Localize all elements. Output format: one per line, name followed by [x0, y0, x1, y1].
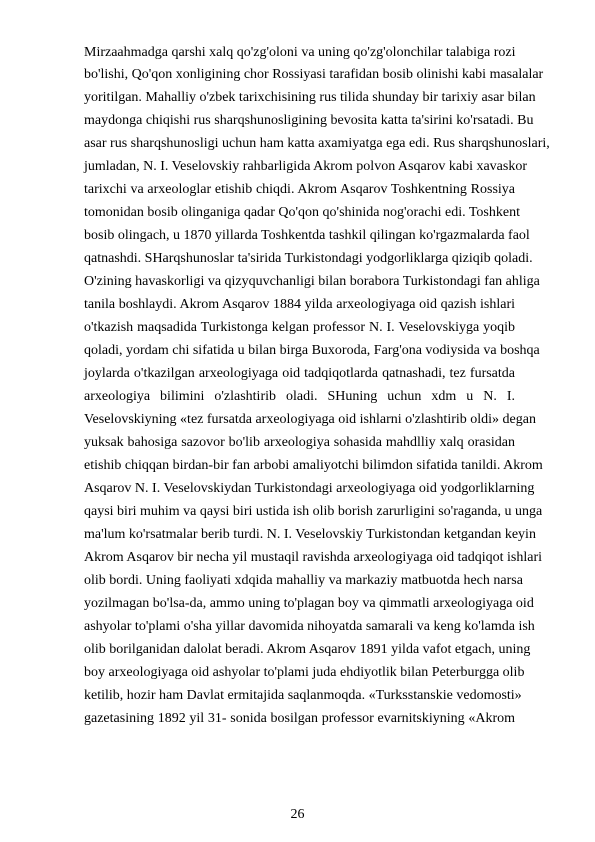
text-line: jumladan, N. I. Veselovskiy rahbarligida Akrom polvon Asqarov kabi xavaskor	[84, 159, 527, 174]
text-line: Akrom Asqarov bir necha yil mustaqil ravishda arxeologiyaga oid tadqiqot ishlari	[84, 550, 543, 565]
text-line: tarixchi va arxeologlar etishib chiqdi. Akrom Asqarov Toshkentning Rossiya	[84, 182, 515, 197]
page-number: 26	[290, 807, 305, 822]
text-line: tomonidan bosib olinganiga qadar Qo'qon qo'shinida nog'orachi edi. Toshkent	[84, 205, 520, 220]
text-line: maydonga chiqishi rus sharqshunosligining bevosita katta ta'sirini ko'rsatadi. Bu	[84, 113, 534, 128]
text-line: etishib chiqqan birdan-bir fan arbobi amaliyotchi bilimdon sifatida tanildi. Akrom	[84, 458, 543, 473]
text-line: yozilmagan bo'lsa-da, ammo uning to'plagan boy va qimmatli arxeologiyaga oid	[84, 596, 534, 611]
text-line: yoritilgan. Mahalliy o'zbek tarixchisining rus tilida shunday bir tarixiy asar bilan	[84, 90, 536, 105]
text-line: gazetasining 1892 yil 31- sonida bosilgan professor evarnitskiyning «Akrom	[84, 711, 515, 726]
text-line: joylarda o'tkazilgan arxeologiyaga oid tadqiqotlarda qatnashadi, tez fursatda	[84, 366, 515, 381]
text-line: bo'lishi, Qo'qon xonligining chor Rossiyasi tarafidan bosib olinishi kabi masalalar	[84, 67, 544, 82]
text-line: o'tkazish maqsadida Turkistonga kelgan professor N. I. Veselovskiyga yoqib	[84, 320, 515, 335]
text-line: olib bordi. Uning faoliyati xdqida mahalliy va markaziy matbuotda hech narsa	[84, 573, 523, 588]
text-line: tanila boshlaydi. Akrom Asqarov 1884 yilda arxeologiyaga oid qazish ishlari	[84, 297, 515, 312]
text-line: Veselovskiyning «tez fursatda arxeologiyaga oid ishlarni o'zlashtirib oldi» degan	[84, 412, 536, 427]
text-line: ketilib, hozir ham Davlat ermitajida saqlanmoqda. «Turksstanskie vedomosti»	[84, 688, 522, 703]
text-line: bosib olingach, u 1870 yillarda Toshkentda tashkil qilingan ko'rgazmalarda faol	[84, 228, 530, 243]
text-line: yuksak bahosiga sazovor bo'lib arxeologiya sohasida mahdlliy xalq orasidan	[84, 435, 515, 450]
text-line: Mirzaahmadga qarshi xalq qo'zg'oloni va uning qo'zg'olonchilar talabiga rozi	[84, 45, 516, 60]
text-line: asar rus sharqshunosligi uchun ham katta axamiyatga ega edi. Rus sharqshunoslari,	[84, 136, 550, 151]
text-line: ma'lum ko'rsatmalar berib turdi. N. I. Veselovskiy Turkistondan ketgandan keyin	[84, 527, 536, 542]
text-line: boy arxeologiyaga oid ashyolar to'plami juda ehdiyotlik bilan Peterburgga olib	[84, 665, 525, 680]
text-line: qatnashdi. SHarqshunoslar ta'sirida Turkistondagi yodgorliklarga qiziqib qoladi.	[84, 251, 533, 266]
text-line: olib borilganidan dalolat beradi. Akrom Asqarov 1891 yilda vafot etgach, uning	[84, 642, 531, 657]
text-line: qoladi, yordam chi sifatida u bilan birga Buxoroda, Farg'ona vodiysida va boshqa	[84, 343, 540, 358]
text-line: Asqarov N. I. Veselovskiydan Turkistondagi arxeologiyaga oid yodgorliklarning	[84, 481, 535, 496]
text-line: O'zining havaskorligi va qizyquvchanligi bilan borabora Turkistondagi fan ahliga	[84, 274, 540, 289]
text-line: ashyolar to'plami o'sha yillar davomida nihoyatda samarali va keng ko'lamda ish	[84, 619, 535, 634]
text-line: arxeologiya bilimini o'zlashtirib oladi. SHuning uchun xdm u N. I.	[84, 389, 515, 404]
text-line: qaysi biri muhim va qaysi biri ustida ish olib borish zarurligini so'raganda, u unga	[84, 504, 543, 519]
